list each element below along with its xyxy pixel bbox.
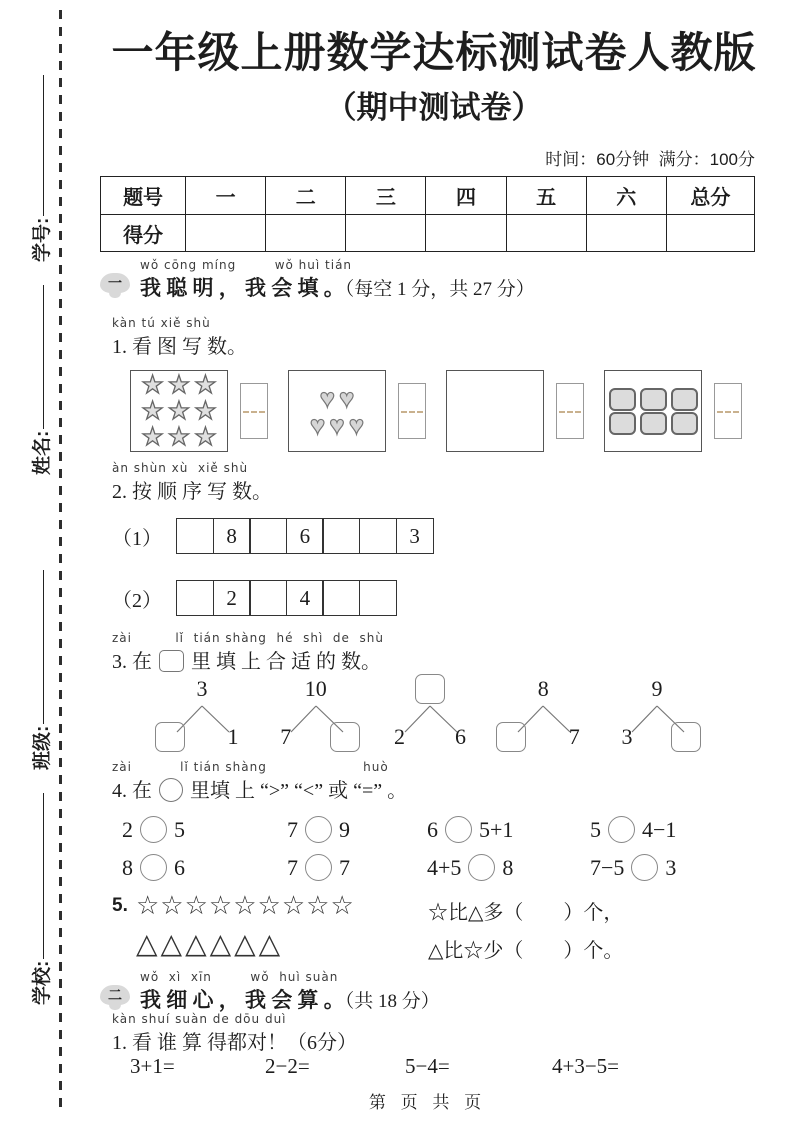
sequence-cell[interactable] (359, 518, 397, 554)
dashed-midline (717, 411, 739, 413)
sequence-cell: 3 (396, 518, 434, 554)
comparison-circle[interactable] (468, 854, 495, 881)
sequence-cell[interactable] (176, 518, 214, 554)
q3-number-bonds (150, 676, 710, 768)
number-bond (150, 676, 255, 768)
section-one-badge (100, 273, 130, 293)
question-2: àn shùn xù xiě shù 2. 按 顺 序 写 数。 (112, 461, 272, 503)
comparison-item (427, 816, 513, 843)
heart-icon: ♥ (348, 409, 365, 440)
comparison-item (590, 816, 676, 843)
sequence-cell[interactable] (322, 518, 360, 554)
cookie-icon (671, 388, 698, 411)
section-number: 一 (108, 275, 122, 291)
right-operand: 3 (665, 854, 677, 880)
q4-comparison-row-1 (122, 816, 742, 850)
seal-label: 班级: (31, 725, 53, 770)
calculation-problem: 5−4= (405, 1054, 450, 1078)
score-header-cell: 五 (506, 177, 586, 215)
star-icon: ★ (167, 370, 191, 399)
calculation-problem: 3+1= (130, 1054, 175, 1078)
score-row-label: 得分 (101, 215, 186, 252)
comparison-circle[interactable] (445, 816, 472, 843)
cookie-icon (609, 388, 636, 411)
blank-circle-icon (159, 778, 183, 802)
score-cell[interactable] (666, 215, 754, 252)
star-icon: ★ (141, 396, 164, 425)
section-two-badge (100, 985, 130, 1005)
sequence-cell[interactable] (322, 580, 360, 616)
sequence-cell: 2 (213, 580, 251, 616)
section-two-title: 我 细 心 ， 我 会 算 。（共 18 分） (140, 988, 440, 1012)
sequence-cell[interactable] (359, 580, 397, 616)
q5-statement-1: ☆比△多（ ）个， (428, 902, 624, 924)
heart-icon: ♥ (339, 382, 355, 413)
sequence-label: （2） (112, 589, 162, 612)
write-line[interactable] (43, 285, 44, 429)
star-icon: ★ (167, 422, 191, 451)
section-two-header (100, 970, 440, 1014)
cookie-box (604, 370, 702, 452)
star-box (130, 370, 228, 452)
bond-number: 3 (196, 676, 208, 701)
cookie-icon (640, 412, 667, 435)
star-icon: ★ (141, 422, 164, 451)
score-cell[interactable] (346, 215, 426, 252)
stars-row: ☆☆☆☆☆☆☆☆☆ (136, 890, 355, 920)
answer-box[interactable] (714, 383, 742, 439)
left-operand: 7 (287, 816, 298, 842)
dashed-midline (559, 411, 581, 413)
comparison-circle[interactable] (140, 816, 167, 843)
sequence-cell[interactable] (249, 580, 287, 616)
bond-blank-box[interactable] (415, 674, 445, 704)
number-bond (491, 676, 596, 768)
score-cell[interactable] (266, 215, 346, 252)
bond-number: 2 (394, 724, 405, 749)
comparison-circle[interactable] (140, 854, 167, 881)
bond-number: 7 (280, 724, 292, 749)
right-operand: 9 (339, 816, 350, 842)
section-one-title: 我 聪 明 ， 我 会 填 。（每空 1 分，共 27 分） (140, 276, 535, 300)
score-table (100, 176, 755, 252)
seal-field-student-number (22, 75, 58, 262)
left-operand: 4+5 (427, 854, 462, 880)
q1-pictures (130, 370, 742, 452)
comparison-item (287, 816, 350, 843)
heart-icon: ♥ (319, 382, 335, 413)
cookie-icon (671, 412, 698, 435)
star-icon: ★ (194, 370, 217, 399)
time-score-info: 时间：60分钟 满分：100分 (545, 150, 755, 169)
number-bond (264, 676, 369, 768)
triangles-row: △△△△△△ (136, 928, 284, 959)
score-header-cell: 一 (186, 177, 266, 215)
blank-box-icon (159, 650, 184, 672)
right-operand: 8 (502, 854, 514, 880)
comparison-circle[interactable] (305, 854, 332, 881)
seal-field-name (22, 285, 58, 475)
score-header-cell: 题号 (101, 177, 186, 215)
bond-blank-box[interactable] (671, 722, 701, 752)
comparison-circle[interactable] (608, 816, 635, 843)
seal-label: 姓名: (31, 430, 53, 475)
bond-blank-box[interactable] (155, 722, 185, 752)
write-line[interactable] (43, 570, 44, 724)
answer-box[interactable] (240, 383, 268, 439)
sequence-cell: 4 (286, 580, 324, 616)
score-header-cell: 四 (426, 177, 506, 215)
left-operand: 7 (287, 854, 298, 880)
number-bond (605, 676, 710, 768)
number-bond (378, 676, 483, 768)
q2-sequences (112, 516, 434, 618)
bond-number: 9 (651, 676, 663, 701)
heart-icon: ♥ (329, 409, 345, 440)
sequence-label: （1） (112, 527, 162, 550)
score-cell[interactable] (586, 215, 666, 252)
page-subtitle: （期中测试卷） (325, 90, 543, 125)
sequence-cell[interactable] (176, 580, 214, 616)
bond-number: 7 (568, 724, 580, 749)
star-icon: ★ (141, 370, 164, 399)
seal-label: 学校: (31, 960, 53, 1005)
answer-box[interactable] (398, 383, 426, 439)
heart-box (288, 370, 386, 452)
calculation-problem: 2−2= (265, 1054, 310, 1078)
bond-blank-box[interactable] (330, 722, 360, 752)
right-operand: 5+1 (479, 816, 514, 842)
page-footer: 第 页 共 页 (368, 1093, 487, 1112)
question-4: zài lǐ tián shàng huò 4. 在 里填 上 “>” “<” 或 “=” 。 (112, 760, 408, 802)
picture-group (446, 370, 584, 452)
score-cell[interactable] (426, 215, 506, 252)
write-line[interactable] (43, 75, 44, 216)
cookie-icon (609, 412, 636, 435)
comparison-circle[interactable] (305, 816, 332, 843)
comparison-item (287, 854, 350, 881)
q5-statement-2: △比☆少（ ）个。 (428, 940, 624, 962)
left-operand: 7−5 (590, 854, 625, 880)
section-two-pinyin: wǒ xì xīn wǒ huì suàn (140, 970, 339, 984)
seal-field-school (22, 793, 58, 1005)
right-operand: 5 (174, 816, 185, 842)
comparison-item (590, 854, 676, 881)
empty-box (446, 370, 544, 452)
star-icon: ★ (167, 396, 191, 425)
section-number: 二 (108, 987, 122, 1003)
bond-number: 10 (304, 676, 327, 701)
bond-blank-box[interactable] (496, 722, 526, 752)
score-header-cell: 总分 (666, 177, 754, 215)
question-5-number: 5. (112, 895, 128, 916)
seal-fold-line (59, 10, 62, 1108)
calculation-problems (130, 1054, 710, 1082)
section-one-score-note: （每空 1 分，共 27 分） (344, 279, 535, 300)
comparison-circle[interactable] (631, 854, 658, 881)
right-operand: 7 (339, 854, 350, 880)
heart-icon: ♥ (309, 409, 326, 440)
bond-number: 6 (455, 724, 466, 749)
write-line[interactable] (43, 793, 44, 959)
star-icon: ★ (194, 396, 217, 425)
bond-number: 8 (537, 676, 549, 701)
answer-box[interactable] (556, 383, 584, 439)
left-operand: 8 (122, 854, 133, 880)
comparison-item (427, 854, 513, 881)
section-one-pinyin: wǒ cōng míng wǒ huì tián (140, 258, 353, 272)
section-one-header (100, 258, 535, 302)
sequence-row (112, 578, 434, 618)
left-operand: 2 (122, 816, 133, 842)
comparison-item (122, 854, 185, 881)
cookie-icon (640, 388, 667, 411)
picture-group (130, 370, 268, 452)
seal-field-class (22, 570, 58, 770)
picture-group (604, 370, 742, 452)
sequence-cell[interactable] (249, 518, 287, 554)
dashed-midline (243, 411, 265, 413)
question-3: zài lǐ tián shàng hé shì de shù 3. 在 里 填 上 合 适 的 数。 (112, 631, 385, 673)
seal-label: 学号: (31, 217, 53, 262)
calculation-problem: 4+3−5= (552, 1054, 620, 1078)
sequence-cell: 8 (213, 518, 251, 554)
score-header-cell: 六 (586, 177, 666, 215)
dashed-midline (401, 411, 423, 413)
bond-number: 1 (227, 724, 239, 749)
section-two-score-note: （共 18 分） (344, 991, 440, 1012)
question-1: kàn tú xiě shù 1. 看 图 写 数。 (112, 316, 247, 358)
comparison-item (122, 816, 185, 843)
left-operand: 5 (590, 816, 601, 842)
score-header-cell: 三 (346, 177, 426, 215)
right-operand: 6 (174, 854, 185, 880)
star-icon: ★ (194, 422, 217, 451)
q4-comparison-row-2 (122, 854, 742, 888)
left-operand: 6 (427, 816, 438, 842)
right-operand: 4−1 (642, 816, 677, 842)
bond-number: 3 (621, 724, 633, 749)
score-cell[interactable] (506, 215, 586, 252)
picture-group (288, 370, 426, 452)
score-header-cell: 二 (266, 177, 346, 215)
page-title: 一年级上册数学达标测试卷人教版 (111, 29, 757, 76)
score-cell[interactable] (186, 215, 266, 252)
sequence-row (112, 516, 434, 556)
section2-question-1: kàn shuí suàn de dōu duì 1. 看 谁 算 得都对！（6分） (112, 1012, 357, 1054)
sequence-cell: 6 (286, 518, 324, 554)
